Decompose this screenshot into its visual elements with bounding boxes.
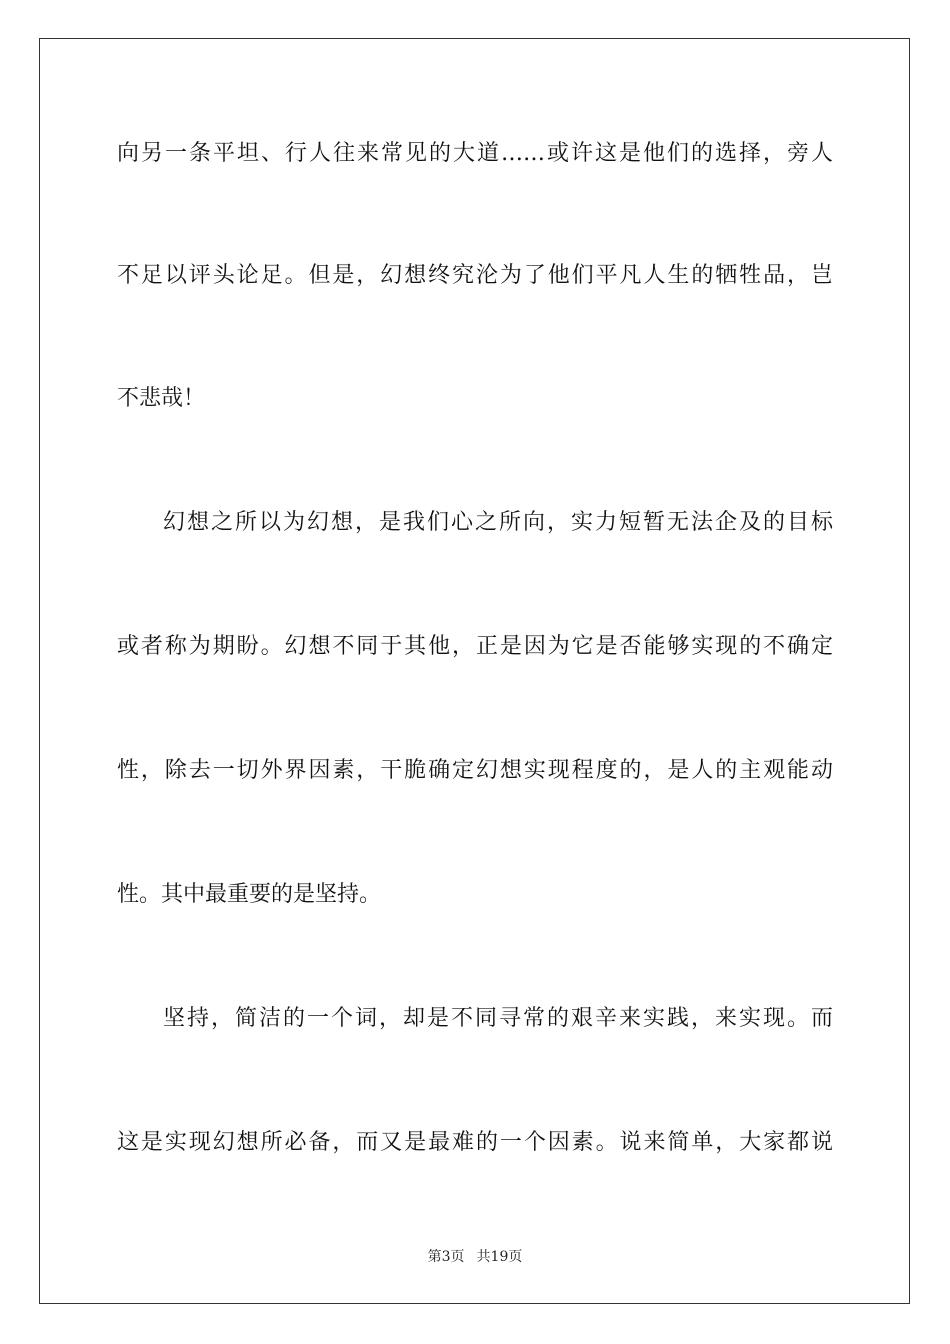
text-line: 或者称为期盼。幻想不同于其他，正是因为它是否能够实现的不确定 xyxy=(117,634,833,659)
page-number: 第3页 xyxy=(427,1249,465,1265)
paragraph-first-line: 坚持，简洁的一个词，却是不同寻常的艰辛来实践，来实现。而 xyxy=(163,1006,833,1031)
text-line: 不足以评头论足。但是，幻想终究沦为了他们平凡人生的牺牲品，岂 xyxy=(117,263,833,288)
page-total: 共19页 xyxy=(476,1249,523,1265)
text-line: 性。其中最重要的是坚持。 xyxy=(117,882,382,907)
page-footer xyxy=(0,1248,950,1266)
paragraph-first-line: 幻想之所以为幻想，是我们心之所向，实力短暂无法企及的目标 xyxy=(163,510,833,535)
text-line: 向另一条平坦、行人往来常见的大道……或许这是他们的选择，旁人 xyxy=(117,141,833,166)
text-line: 这是实现幻想所必备，而又是最难的一个因素。说来简单，大家都说 xyxy=(117,1130,833,1155)
page-border xyxy=(39,38,910,1304)
text-line: 不悲哉！ xyxy=(117,386,206,411)
text-line: 性，除去一切外界因素，干脆确定幻想实现程度的，是人的主观能动 xyxy=(117,758,833,783)
